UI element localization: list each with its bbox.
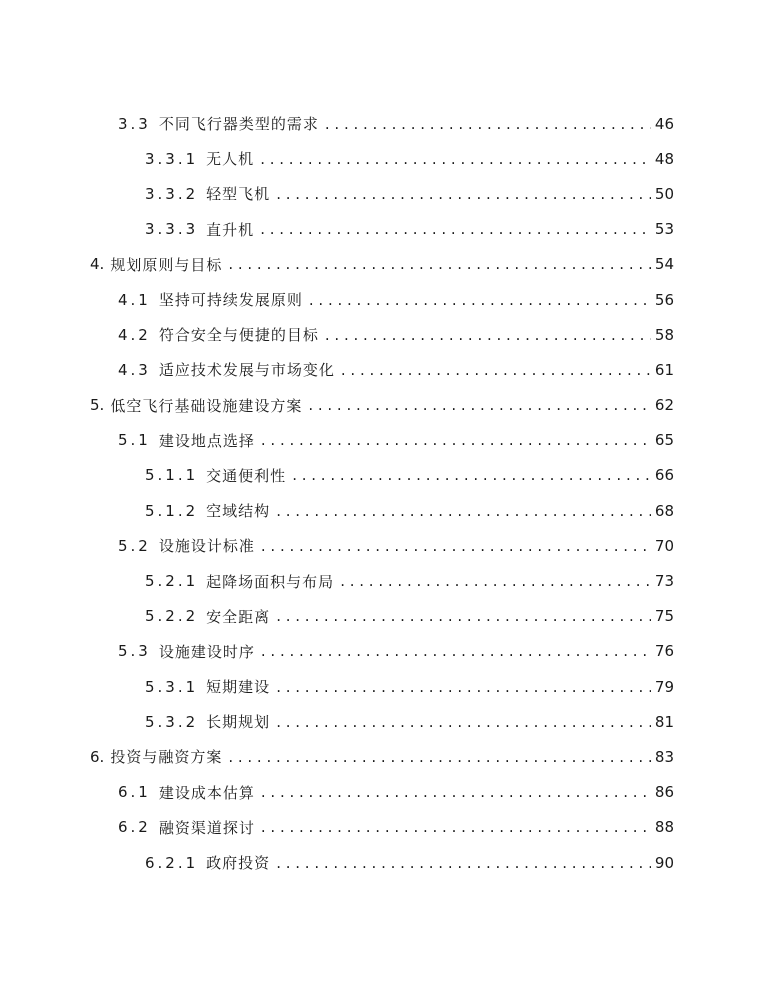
toc-entry[interactable] xyxy=(0,388,765,423)
dot-leader xyxy=(261,642,651,660)
dot-leader xyxy=(260,150,651,168)
dot-leader xyxy=(341,361,651,379)
toc-entry[interactable] xyxy=(0,739,765,774)
toc-entry-number: 4. xyxy=(90,255,105,274)
toc-entry-title: 空域结构 xyxy=(206,502,271,521)
toc-entry-title: 起降场面积与布局 xyxy=(206,572,335,591)
toc-entry-title: 设施建设时序 xyxy=(158,642,255,661)
toc-entry-number: 6.2.1 xyxy=(145,853,199,872)
toc-entry[interactable] xyxy=(0,212,765,247)
toc-entry[interactable] xyxy=(0,458,765,493)
toc-entry[interactable] xyxy=(0,317,765,352)
toc-entry-title: 建设成本估算 xyxy=(158,783,255,802)
dot-leader xyxy=(292,466,651,484)
toc-entry-number: 3.3 xyxy=(118,114,151,133)
toc-entry-page-number: 46 xyxy=(654,114,674,133)
toc-entry-number: 5.1 xyxy=(118,431,151,450)
toc-entry-title: 短期建设 xyxy=(206,678,271,697)
toc-entry-page-number: 65 xyxy=(654,431,674,450)
toc-entry-number: 6. xyxy=(90,747,105,766)
toc-entry-title: 投资与融资方案 xyxy=(110,748,223,767)
dot-leader xyxy=(276,185,651,203)
dot-leader xyxy=(276,607,651,625)
dot-leader xyxy=(261,537,651,555)
toc-entry[interactable] xyxy=(0,634,765,669)
dot-leader xyxy=(261,783,651,801)
dot-leader xyxy=(228,255,653,273)
toc-entry-title: 规划原则与目标 xyxy=(110,255,223,274)
toc-entry-page-number: 50 xyxy=(654,184,674,203)
toc-entry-title: 直升机 xyxy=(206,220,255,239)
toc-entry-title: 设施设计标准 xyxy=(158,537,255,556)
toc-entry-number: 5.1.2 xyxy=(145,501,199,520)
dot-leader xyxy=(260,220,651,238)
toc-entry[interactable] xyxy=(0,352,765,387)
dot-leader xyxy=(325,115,651,133)
dot-leader xyxy=(340,572,651,590)
toc-entry-page-number: 81 xyxy=(654,712,674,731)
toc-entry[interactable] xyxy=(0,141,765,176)
toc-entry-page-number: 75 xyxy=(654,607,674,626)
toc-entry-number: 5.3.2 xyxy=(145,712,199,731)
toc-entry-page-number: 58 xyxy=(654,325,674,344)
toc-entry-title: 低空飞行基础设施建设方案 xyxy=(110,396,303,415)
toc-entry[interactable] xyxy=(0,423,765,458)
toc-entry-number: 3.3.2 xyxy=(145,184,199,203)
toc-entry-title: 不同飞行器类型的需求 xyxy=(158,115,319,134)
toc-entry-title: 建设地点选择 xyxy=(158,431,255,450)
toc-entry-page-number: 66 xyxy=(654,466,674,485)
dot-leader xyxy=(308,396,653,414)
toc-entry-number: 4.1 xyxy=(118,290,151,309)
toc-entry[interactable] xyxy=(0,493,765,528)
toc-entry-page-number: 54 xyxy=(654,255,674,274)
toc-entry-title: 轻型飞机 xyxy=(206,185,271,204)
toc-entry-page-number: 86 xyxy=(654,783,674,802)
toc-entry-number: 5.3 xyxy=(118,642,151,661)
dot-leader xyxy=(276,713,651,731)
toc-entry[interactable] xyxy=(0,106,765,141)
dot-leader xyxy=(309,291,651,309)
toc-entry-page-number: 48 xyxy=(654,149,674,168)
toc-entry-title: 无人机 xyxy=(206,150,255,169)
toc-entry-page-number: 53 xyxy=(654,220,674,239)
toc-entry-page-number: 83 xyxy=(654,747,674,766)
toc-entry-page-number: 68 xyxy=(654,501,674,520)
toc-entry-title: 适应技术发展与市场变化 xyxy=(158,361,335,380)
toc-entry-number: 6.2 xyxy=(118,818,151,837)
toc-entry[interactable] xyxy=(0,528,765,563)
toc-entry[interactable] xyxy=(0,810,765,845)
toc-entry-title: 安全距离 xyxy=(206,607,271,626)
toc-entry-number: 4.3 xyxy=(118,360,151,379)
toc-entry-title: 政府投资 xyxy=(206,854,271,873)
toc-entry-number: 3.3.1 xyxy=(145,149,199,168)
dot-leader xyxy=(325,326,651,344)
toc-entry-number: 3.3.3 xyxy=(145,220,199,239)
toc-entry[interactable] xyxy=(0,845,765,880)
toc-entry[interactable] xyxy=(0,775,765,810)
dot-leader xyxy=(276,502,651,520)
table-of-contents xyxy=(0,106,765,880)
toc-entry-title: 符合安全与便捷的目标 xyxy=(158,326,319,345)
toc-entry-page-number: 90 xyxy=(654,853,674,872)
toc-entry-page-number: 76 xyxy=(654,642,674,661)
toc-entry-title: 长期规划 xyxy=(206,713,271,732)
toc-entry-number: 5.1.1 xyxy=(145,466,199,485)
toc-entry[interactable] xyxy=(0,282,765,317)
dot-leader xyxy=(228,748,653,766)
dot-leader xyxy=(261,818,651,836)
toc-entry-title: 交通便利性 xyxy=(206,466,287,485)
toc-entry[interactable] xyxy=(0,599,765,634)
toc-entry-number: 5.2.2 xyxy=(145,607,199,626)
toc-entry-page-number: 70 xyxy=(654,536,674,555)
toc-entry-page-number: 88 xyxy=(654,818,674,837)
toc-entry[interactable] xyxy=(0,563,765,598)
toc-entry[interactable] xyxy=(0,176,765,211)
toc-entry-title: 融资渠道探讨 xyxy=(158,818,255,837)
dot-leader xyxy=(261,431,651,449)
toc-entry-number: 5.2 xyxy=(118,536,151,555)
toc-entry-number: 5. xyxy=(90,396,105,415)
toc-entry[interactable] xyxy=(0,247,765,282)
toc-entry[interactable] xyxy=(0,669,765,704)
toc-entry-number: 5.3.1 xyxy=(145,677,199,696)
toc-entry-number: 5.2.1 xyxy=(145,572,199,591)
toc-entry-number: 4.2 xyxy=(118,325,151,344)
toc-entry-page-number: 56 xyxy=(654,290,674,309)
dot-leader xyxy=(276,678,651,696)
toc-entry-page-number: 61 xyxy=(654,360,674,379)
toc-entry-number: 6.1 xyxy=(118,783,151,802)
toc-entry-page-number: 73 xyxy=(654,572,674,591)
toc-entry[interactable] xyxy=(0,704,765,739)
dot-leader xyxy=(276,854,651,872)
toc-entry-page-number: 79 xyxy=(654,677,674,696)
toc-entry-page-number: 62 xyxy=(654,396,674,415)
toc-entry-title: 坚持可持续发展原则 xyxy=(158,291,303,310)
